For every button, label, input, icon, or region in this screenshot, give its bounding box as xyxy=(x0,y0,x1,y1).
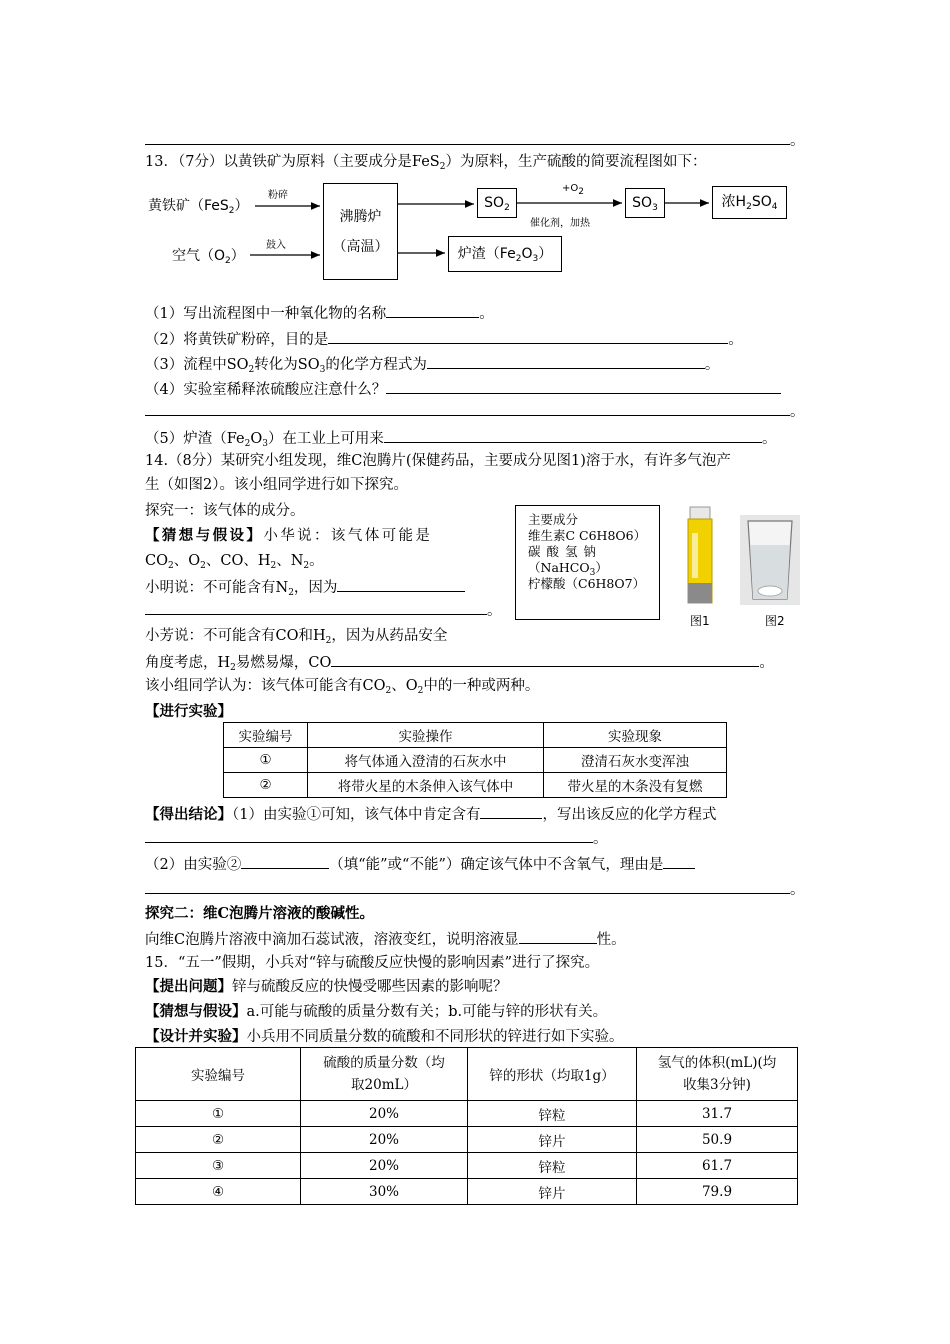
exp-header-result: 实验现象 xyxy=(544,723,727,748)
table-row: ③ 20% 锌粒 61.7 xyxy=(136,1153,798,1179)
furnace-box: 沸腾炉 （高温） xyxy=(323,183,398,280)
exp-header-op: 实验操作 xyxy=(308,723,544,748)
conclusion-1: 【得出结论】（1）由实验①可知，该气体中肯定含有 ，写出该反应的化学方程式 xyxy=(145,806,717,823)
q14-xiaofang1: 小芳说：不可能含有CO和$H_2$，因为从药品安全 xyxy=(145,628,448,646)
blank-q13-4b[interactable] xyxy=(145,401,790,416)
blank-reason[interactable] xyxy=(663,854,695,869)
blank-xiaoming[interactable] xyxy=(337,577,465,592)
q14-intro2: 生（如图2）。该小组同学进行如下探究。 xyxy=(145,477,408,493)
blank-xiaoming-b[interactable] xyxy=(145,600,487,615)
catalyst-label: 催化剂，加热 xyxy=(530,218,590,229)
period: 。 xyxy=(790,133,805,149)
blank-conc1[interactable] xyxy=(480,804,542,819)
explore2-text: 向维C泡腾片溶液中滴加石蕊试液，溶液变红，说明溶液显 性。 xyxy=(145,929,626,949)
q14-guess: 【猜想与假设】小华说：该气体可能是 xyxy=(145,527,433,544)
fig2-label: 图2 xyxy=(765,614,785,628)
ore-label: 黄铁矿（FeS$_2$） xyxy=(148,198,249,216)
q13-3: （3）流程中$SO_2$转化为$SO_3$的化学方程式为 。 xyxy=(145,354,719,374)
table-row: ② 20% 锌片 50.9 xyxy=(136,1127,798,1153)
air-label: 空气$(O_2)$ xyxy=(172,248,245,266)
q15-ask: 【提出问题】锌与硫酸反应的快慢受哪些因素的影响呢？ xyxy=(145,978,508,995)
zinc-table xyxy=(135,1047,798,1205)
explore2: 探究二：维C泡腾片溶液的酸碱性。 xyxy=(145,905,375,922)
zinc-header-acid: 硫酸的质量分数（均 取20mL） xyxy=(301,1048,468,1101)
so3-box: $SO_3$ xyxy=(625,188,665,218)
fig1-label: 图1 xyxy=(690,614,710,628)
blank-conc2[interactable] xyxy=(241,854,329,869)
q13-heading: 13．（7分）以黄铁矿为原料（主要成分是FeS$_2$）为原料，生产硫酸的简要流程图如下： xyxy=(145,154,707,172)
q13-1: （1）写出流程图中一种氧化物的名称 。 xyxy=(145,303,494,323)
q13-5: （5）炉渣$(Fe_2O_3)$在工业上可用来 。 xyxy=(145,428,776,448)
q15-intro: 15．“五一”假期，小兵对“锌与硫酸反应快慢的影响因素”进行了探究。 xyxy=(145,955,600,971)
exp-table xyxy=(223,722,727,798)
q14-xiaoming-cont: 。 xyxy=(145,600,502,620)
slag-box: 炉渣$(Fe_2O_3)$ xyxy=(448,236,562,272)
q13-4-cont: 。 xyxy=(145,401,805,421)
exp-label: 【进行实验】 xyxy=(145,703,232,720)
q14-xiaoming: 小明说：不可能含有$N_2$，因为 xyxy=(145,577,465,597)
blank-q13-4[interactable] xyxy=(386,379,781,394)
blank-reason-b[interactable] xyxy=(145,879,790,894)
table-row: ① 20% 锌粒 31.7 xyxy=(136,1101,798,1127)
conclusion-2-cont: 。 xyxy=(145,879,805,899)
table-row: ④ 30% 锌片 79.9 xyxy=(136,1179,798,1205)
conclusion-2: （2）由实验② （填“能”或“不能”）确定该气体中不含氧气，理由是 xyxy=(145,854,695,874)
q14-intro1: 14.（8分）某研究小组发现，维C泡腾片(保健药品，主要成分见图1)溶于水，有许多气泡产 xyxy=(145,453,731,469)
blank-equation[interactable] xyxy=(145,828,593,843)
crush-label: 粉碎 xyxy=(268,190,288,201)
blank-q13-1[interactable] xyxy=(386,303,479,318)
zinc-header-shape: 锌的形状（均取1g） xyxy=(468,1048,637,1101)
zinc-header-id: 实验编号 xyxy=(136,1048,301,1101)
blank-q13-3[interactable] xyxy=(427,354,705,369)
q15-design: 【设计并实验】小兵用不同质量分数的硫酸和不同形状的锌进行如下实验。 xyxy=(145,1028,624,1045)
q15-guess: 【猜想与假设】a.可能与硫酸的质量分数有关；b.可能与锌的形状有关。 xyxy=(145,1003,608,1020)
flow-arrows xyxy=(0,0,950,300)
vitamin-tube-image xyxy=(678,503,728,608)
q14-guess-gases: $CO_2$、$O_2$、CO、$H_2$、$N_2$。 xyxy=(145,553,324,571)
q14-xiaofang2: 角度考虑，$H_2$易燃易爆，CO 。 xyxy=(145,652,774,672)
q13-2: （2）将黄铁矿粉碎，目的是 。 xyxy=(145,329,743,349)
conclusion-1-eq: 。 xyxy=(145,828,608,848)
zinc-header-volume: 氢气的体积(mL)(均 收集3分钟) xyxy=(637,1048,798,1101)
acid-box: 浓$H_2SO_4$ xyxy=(712,186,787,219)
ingredient-box: 主要成分 维生素C C6H8O6） 碳 酸 氢 钠 （NaHCO$_3$） 柠檬酸（C6H8O7） xyxy=(515,505,660,620)
so2-box: $SO_2$ xyxy=(477,188,517,218)
blank-xiaofang[interactable] xyxy=(331,652,759,667)
blank-q13-5[interactable] xyxy=(384,428,762,443)
glass-image xyxy=(740,515,800,605)
table-row: ② 将带火星的木条伸入该气体中 带火星的木条没有复燃 xyxy=(224,773,727,798)
blank-explore2[interactable] xyxy=(519,929,597,944)
blow-label: 鼓入 xyxy=(266,240,286,251)
table-row: ① 将气体通入澄清的石灰水中 澄清石灰水变浑浊 xyxy=(224,748,727,773)
q13-4: （4）实验室稀释浓硫酸应注意什么？ xyxy=(145,379,781,399)
oxygen-label: $+O_2$ xyxy=(562,183,584,197)
q14-explore1: 探究一：该气体的成分。 xyxy=(145,503,305,519)
exp-header-id: 实验编号 xyxy=(224,723,308,748)
blank-q13-2[interactable] xyxy=(328,329,728,344)
q14-group: 该小组同学认为：该气体可能含有$CO_2$、$O_2$中的一种或两种。 xyxy=(145,678,540,696)
